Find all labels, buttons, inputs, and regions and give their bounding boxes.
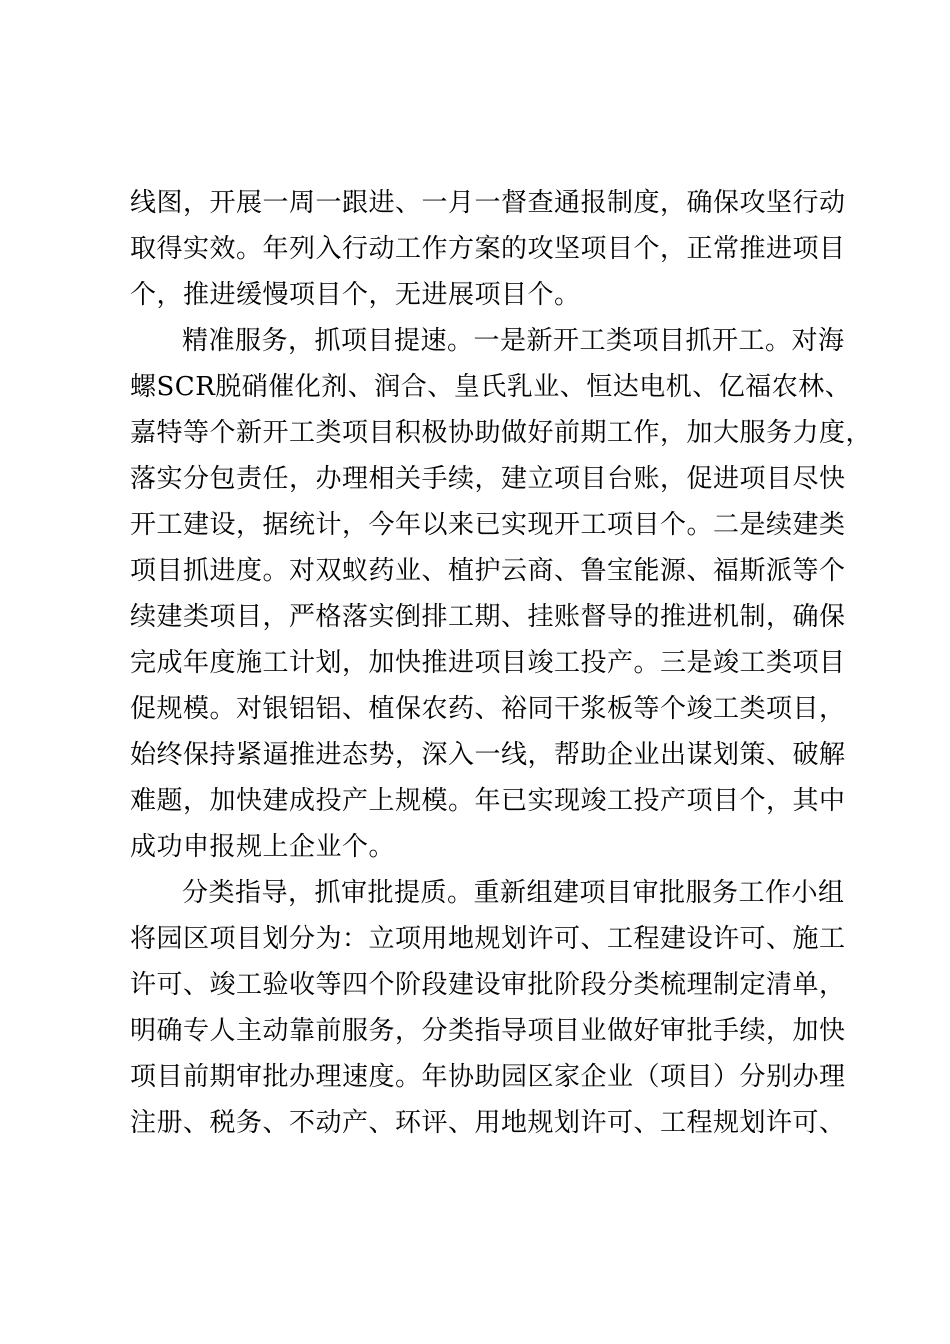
text-line: 将园区项目划分为：立项用地规划许可、工程建设许可、施工	[130, 924, 846, 954]
text-line: 许可、竣工验收等四个阶段建设审批阶段分类梳理制定清单，	[130, 970, 846, 1000]
text-line: 始终保持紧逼推进态势，深入一线，帮助企业出谋划策、破解	[130, 740, 846, 770]
paragraph-1	[130, 180, 846, 318]
text-line: 成功申报规上企业个。	[130, 832, 396, 862]
text-line: 嘉特等个新开工类项目积极协助做好前期工作，加大服务力度，	[130, 418, 873, 448]
text-line: 精准服务，抓项目提速。一是新开工类项目抓开工。对海	[182, 326, 845, 356]
paragraph-3	[130, 870, 846, 1146]
text-line: 促规模。对银铝铝、植保农药、裕同干浆板等个竣工类项目，	[130, 694, 846, 724]
text-line: 项目抓进度。对双蚁药业、植护云商、鲁宝能源、福斯派等个	[130, 556, 846, 586]
text-line: 分类指导，抓审批提质。重新组建项目审批服务工作小组	[182, 878, 845, 908]
text-line: 开工建设，据统计，今年以来已实现开工项目个。二是续建类	[130, 510, 846, 540]
text-line: 续建类项目，严格落实倒排工期、挂账督导的推进机制，确保	[130, 602, 846, 632]
text-line: 项目前期审批办理速度。年协助园区家企业（项目）分别办理	[130, 1062, 846, 1092]
text-line: 完成年度施工计划，加快推进项目竣工投产。三是竣工类项目	[130, 648, 846, 678]
paragraph-2	[130, 318, 873, 870]
text-line: 注册、税务、不动产、环评、用地规划许可、工程规划许可、	[130, 1108, 846, 1138]
text-line: 难题，加快建成投产上规模。年已实现竣工投产项目个，其中	[130, 786, 846, 816]
text-line: 明确专人主动靠前服务，分类指导项目业做好审批手续，加快	[130, 1016, 846, 1046]
text-line: 落实分包责任，办理相关手续，建立项目台账，促进项目尽快	[130, 464, 846, 494]
text-line: 螺SCR脱硝催化剂、润合、皇氏乳业、恒达电机、亿福农林、	[130, 372, 852, 402]
text-line: 个，推进缓慢项目个，无进展项目个。	[130, 280, 581, 310]
text-line: 取得实效。年列入行动工作方案的攻坚项目个，正常推进项目	[130, 234, 846, 264]
text-line: 线图，开展一周一跟进、一月一督查通报制度，确保攻坚行动	[130, 188, 846, 218]
document-body	[130, 180, 873, 1146]
